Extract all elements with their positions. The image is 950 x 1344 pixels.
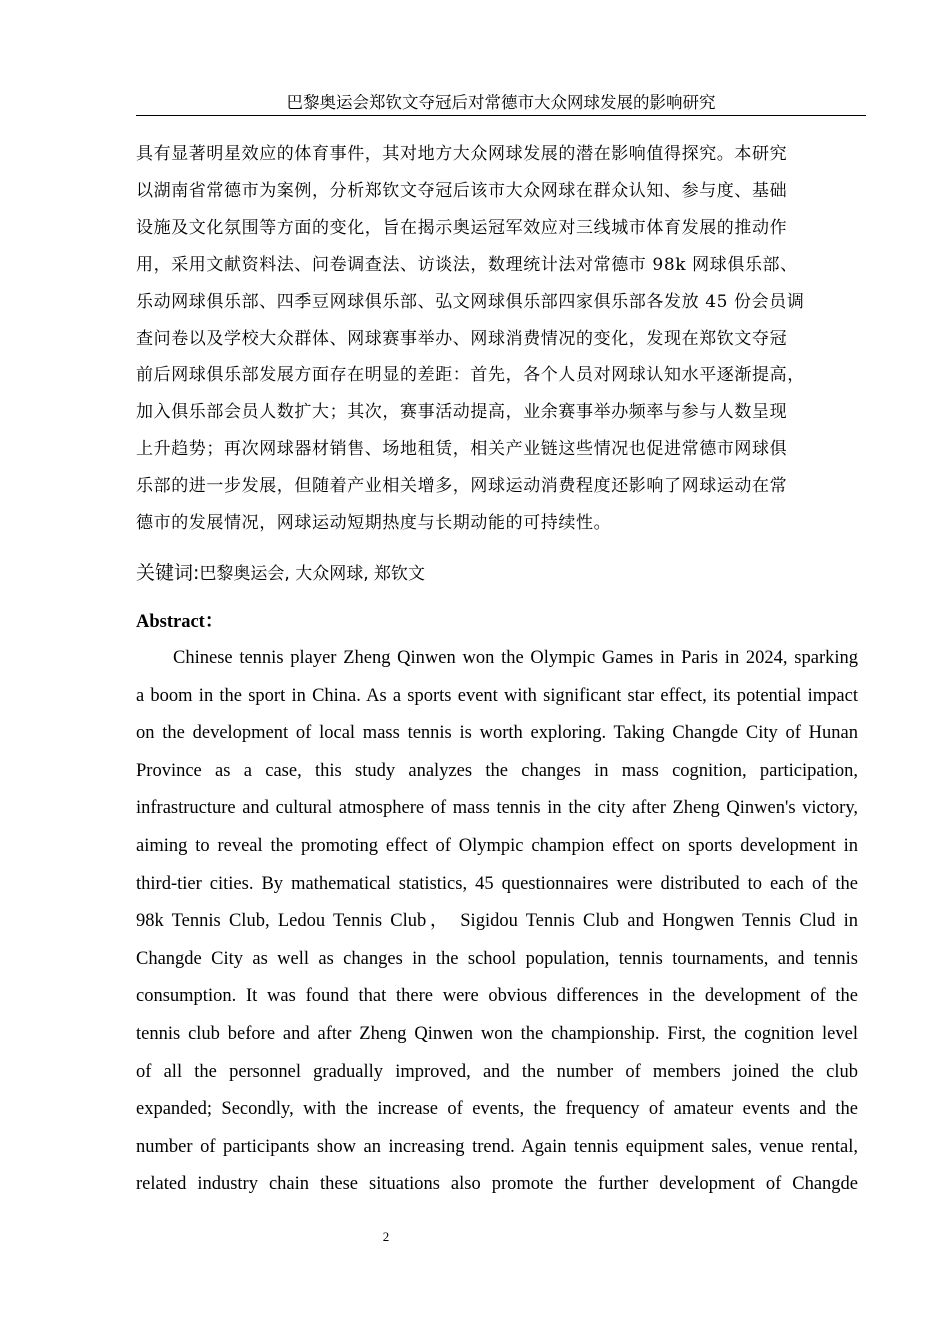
chinese-abstract-body xyxy=(136,136,876,542)
english-abstract-line: tennis club before and after Zheng Qinwen won the championship. First, the cognition level xyxy=(136,1023,858,1044)
chinese-abstract-line: 上升趋势；再次网球器材销售、场地租赁，相关产业链这些情况也促进常德市网球俱 xyxy=(136,439,788,460)
chinese-abstract-line: 具有显著明星效应的体育事件，其对地方大众网球发展的潜在影响值得探究。本研究 xyxy=(136,144,788,164)
english-abstract-line: consumption. It was found that there were obvious differences in the development of the xyxy=(136,986,858,1007)
chinese-abstract-line: 用，采用文献资料法、问卷调查法、访谈法，数理统计法对常德市 98k 网球俱乐部、 xyxy=(136,254,798,275)
english-abstract-line: related industry chain these situations also promote the further development of Changde xyxy=(136,1174,858,1195)
abstract-heading: Abstract： xyxy=(136,612,224,632)
page-header xyxy=(136,91,866,116)
english-abstract-line: a boom in the sport in China. As a sports event with significant star effect, its potential impact xyxy=(136,685,858,706)
english-abstract-line: third-tier cities. By mathematical statistics, 45 questionnaires were distributed to each of the xyxy=(136,873,858,894)
english-abstract-line: expanded; Secondly, with the increase of events, the frequency of amateur events and the xyxy=(136,1099,858,1120)
chinese-abstract-line: 以湖南省常德市为案例，分析郑钦文夺冠后该市大众网球在群众认知、参与度、基础 xyxy=(136,180,788,201)
english-abstract-line: 98k Tennis Club, Ledou Tennis Club， Sigidou Tennis Club and Hongwen Tennis Clud in xyxy=(136,911,858,932)
chinese-abstract-line: 前后网球俱乐部发展方面存在明显的差距：首先，各个人员对网球认知水平逐渐提高， xyxy=(136,365,805,386)
chinese-abstract-line: 乐部的进一步发展，但随着产业相关增多，网球运动消费程度还影响了网球运动在常 xyxy=(136,476,788,497)
keywords-label: 关键词: xyxy=(136,562,200,584)
english-abstract-line: Changde City as well as changes in the school population, tennis tournaments, and tennis xyxy=(136,948,858,969)
chinese-abstract-line: 乐动网球俱乐部、四季豆网球俱乐部、弘文网球俱乐部四家俱乐部各发放 45 份会员调 xyxy=(136,291,805,312)
english-abstract-line: infrastructure and cultural atmosphere of mass tennis in the city after Zheng Qinwen's victory, xyxy=(136,798,858,819)
page-number: 2 xyxy=(382,1229,390,1244)
english-abstract-line: Province as a case, this study analyzes the changes in mass cognition, participation, xyxy=(136,760,858,781)
chinese-abstract-line: 查问卷以及学校大众群体、网球赛事举办、网球消费情况的变化，发现在郑钦文夺冠 xyxy=(136,328,788,349)
english-abstract-line: on the development of local mass tennis is worth exploring. Taking Changde City of Hunan xyxy=(136,723,858,744)
english-abstract-line: number of participants show an increasing trend. Again tennis equipment sales, venue rental, xyxy=(136,1136,858,1157)
keywords-value: 巴黎奥运会, 大众网球, 郑钦文 xyxy=(199,564,426,584)
english-abstract-body xyxy=(136,640,858,1204)
chinese-abstract-line: 设施及文化氛围等方面的变化，旨在揭示奥运冠军效应对三线城市体育发展的推动作 xyxy=(136,217,788,238)
english-abstract-line: Chinese tennis player Zheng Qinwen won the Olympic Games in Paris in 2024, sparking xyxy=(173,648,858,668)
chinese-abstract-line: 德市的发展情况，网球运动短期热度与长期动能的可持续性。 xyxy=(136,513,612,534)
english-abstract-line: aiming to reveal the promoting effect of Olympic champion effect on sports development in xyxy=(136,835,858,856)
keywords-line xyxy=(136,558,866,589)
header-title: 巴黎奥运会郑钦文夺冠后对常德市大众网球发展的影响研究 xyxy=(286,93,716,112)
chinese-abstract-line: 加入俱乐部会员人数扩大；其次，赛事活动提高，业余赛事举办频率与参与人数呈现 xyxy=(136,402,788,423)
english-abstract-line: of all the personnel gradually improved, and the number of members joined the club xyxy=(136,1061,858,1082)
